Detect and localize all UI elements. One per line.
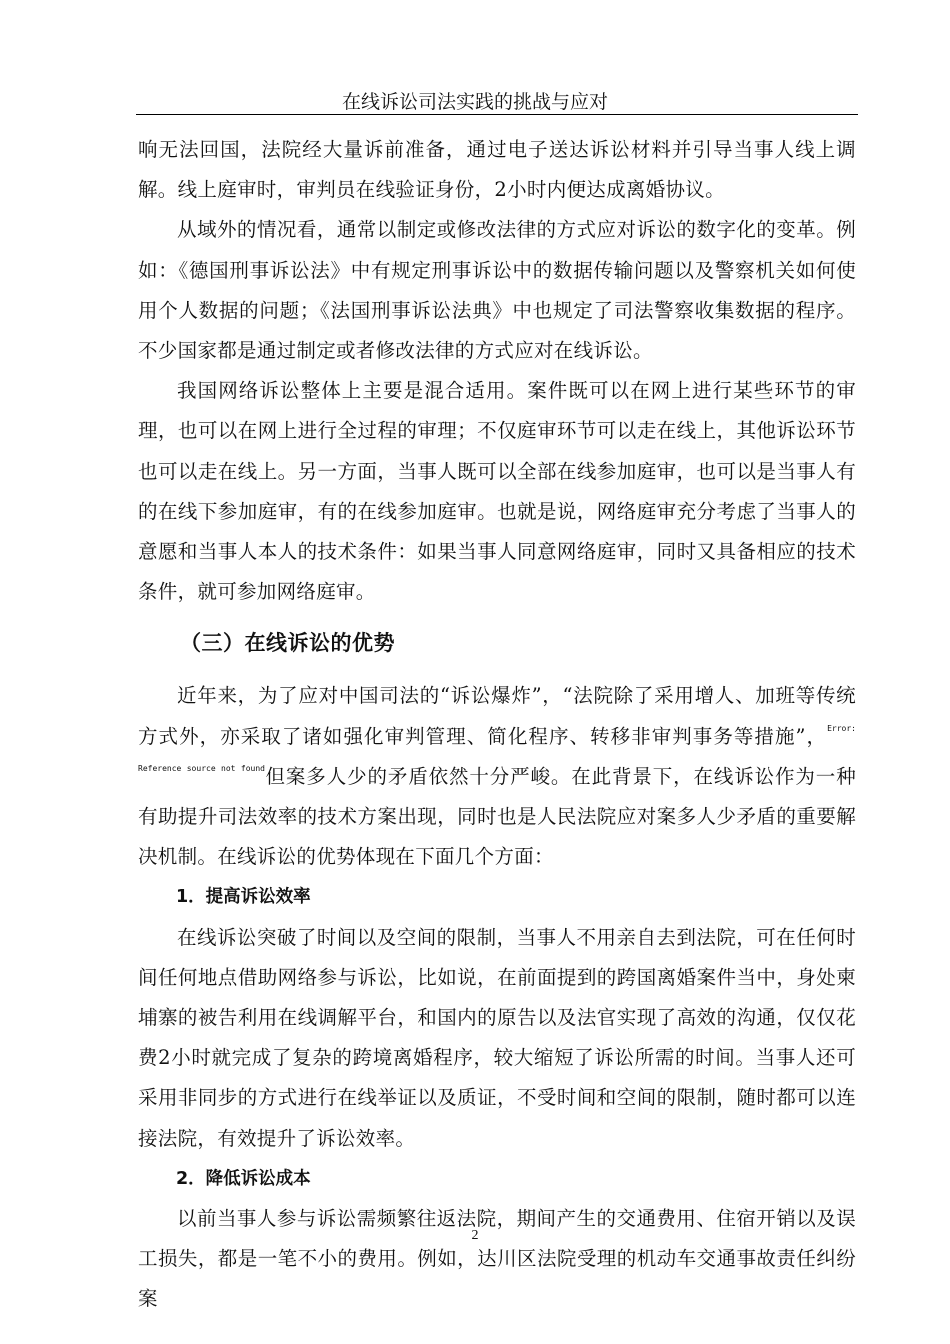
paragraph-domestic-practice: 我国网络诉讼整体上主要是混合适用。案件既可以在网上进行某些环节的审理，也可以在网上进行全过程的审理；不仅庭审环节可以走在线上，其他诉讼环节也可以走在线上。另一方面，当事人既可以全部在线参加庭审，也可以是当事人有的在线下参加庭审，有的在线参加庭审。也就是说，网络庭审充分考虑了当事人的意愿和当事人本人的技术条件：如果当事人同意网络庭审，同时又具备相应的技术条件，就可参加网络庭审。 bbox=[138, 379, 856, 604]
paragraph-foreign-practice: 从域外的情况看，通常以制定或修改法律的方式应对诉讼的数字化的变革。例如：《德国刑事诉讼法》中有规定刑事诉讼中的数据传输问题以及警察机关如何使用个人数据的问题；《法国刑事诉讼法典》中也规定了司法警察收集数据的程序。不少国家都是通过制定或者修改法律的方式应对在线诉讼。 bbox=[138, 218, 856, 363]
paragraph-background-text-cont: 但案多人少的矛盾依然十分严峻。在此背景下，在线诉讼作为一种有助提升司法效率的技术方案出现，同时也是人民法院应对案多人少矛盾的重要解决机制。在线诉讼的优势体现在下面几个方面： bbox=[138, 764, 856, 869]
header-divider bbox=[136, 114, 858, 115]
section-heading-advantages: （三）在线诉讼的优势 bbox=[180, 631, 395, 656]
paragraph-efficiency: 在线诉讼突破了时间以及空间的限制，当事人不用亲自去到法院，可在任何时间任何地点借助网络参与诉讼，比如说，在前面提到的跨国离婚案件当中，身处柬埔寨的被告利用在线调解平台，和国内的原告以及法官实现了高效的沟通，仅仅花费2小时就完成了复杂的跨境离婚程序，较大缩短了诉讼所需的时间。当事人还可采用非同步的方式进行在线举证以及质证，不受时间和空间的限制，随时都可以连接法院，有效提升了诉讼效率。 bbox=[138, 925, 856, 1150]
subheading-efficiency: 1．提高诉讼效率 bbox=[176, 887, 311, 908]
page-number: 2 bbox=[471, 1228, 479, 1243]
reference-error-note: Error: Reference source not found bbox=[138, 723, 856, 773]
page-body bbox=[138, 130, 856, 1320]
subheading-cost: 2．降低诉讼成本 bbox=[176, 1168, 311, 1189]
running-header-title: 在线诉讼司法实践的挑战与应对 bbox=[341, 91, 608, 113]
paragraph-background bbox=[138, 676, 856, 877]
paragraph-background-text: 近年来，为了应对中国司法的“诉讼爆炸”，“法院除了采用增人、加班等传统方式外，亦采取了诸如强化审判管理、简化程序、转移非审判事务等措施”， bbox=[138, 684, 856, 748]
paragraph-cost: 以前当事人参与诉讼需频繁往返法院，期间产生的交通费用、住宿开销以及误工损失，都是一笔不小的费用。例如，达川区法院受理的机动车交通事故责任纠纷案 bbox=[138, 1207, 856, 1311]
paragraph-continuation: 响无法回国，法院经大量诉前准备，通过电子送达诉讼材料并引导当事人线上调解。线上庭审时，审判员在线验证身份，2小时内便达成离婚协议。 bbox=[138, 138, 856, 202]
